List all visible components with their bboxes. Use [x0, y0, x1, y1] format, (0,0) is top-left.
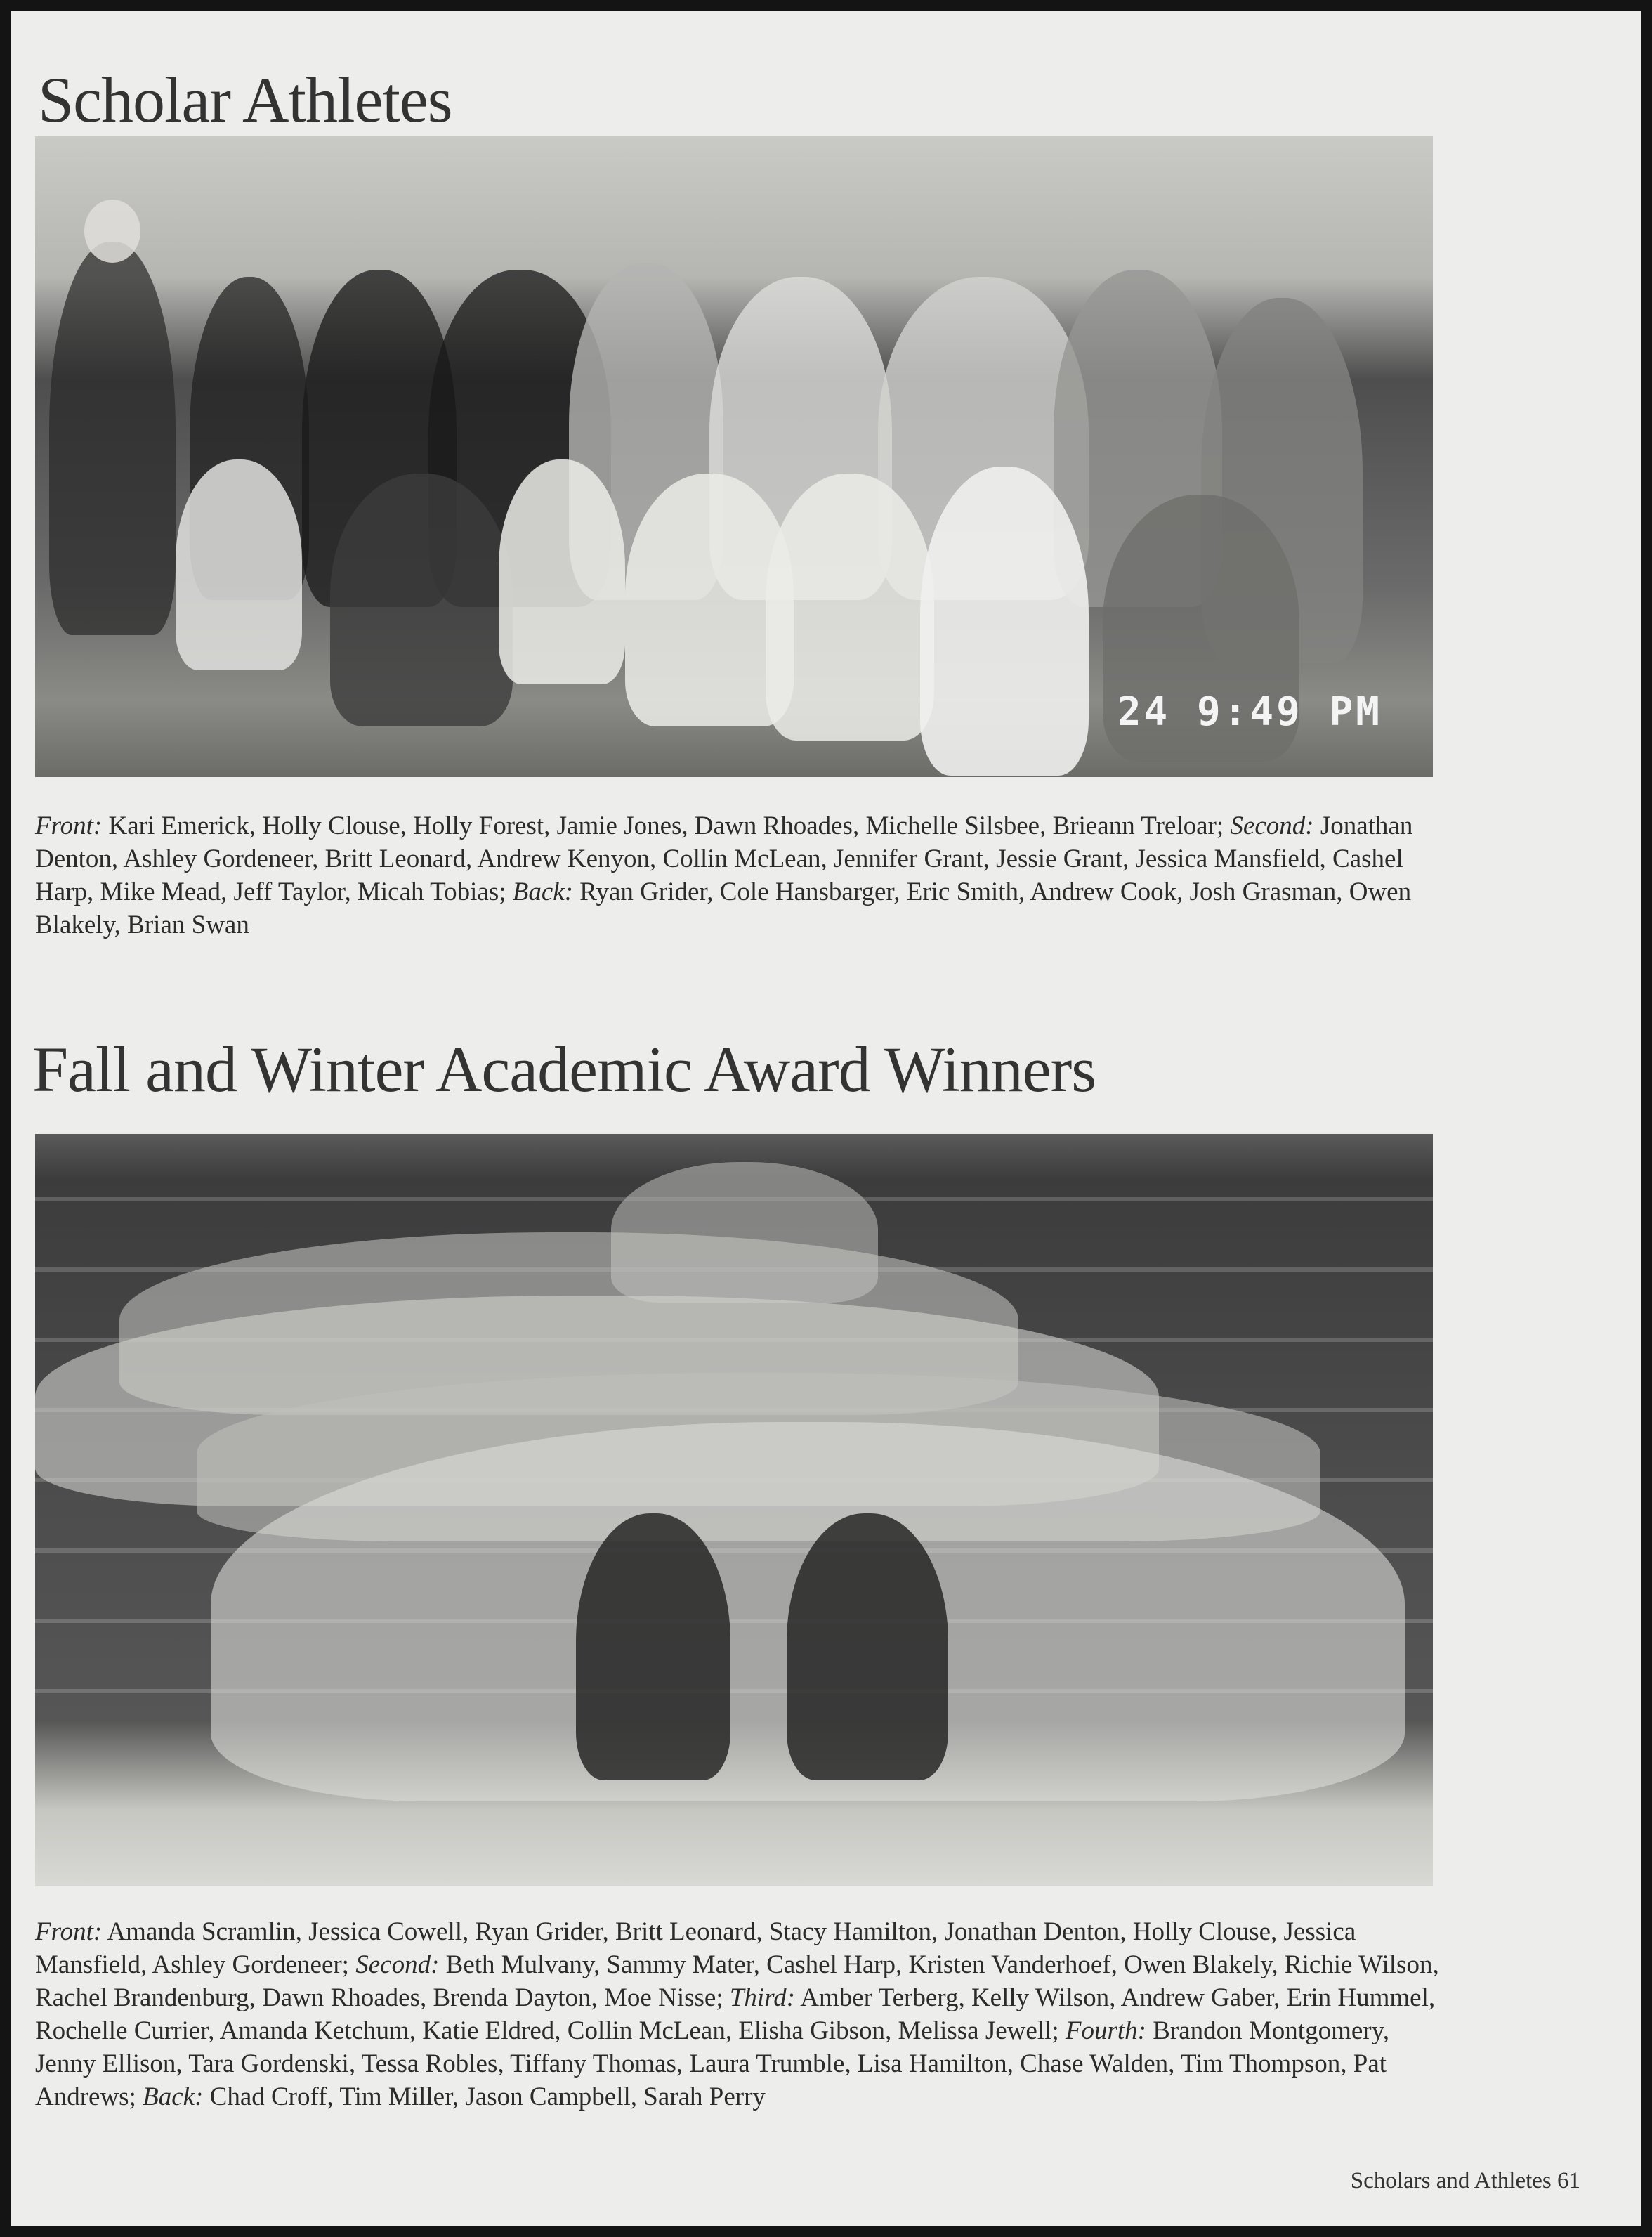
- caption-names-second: Beth Mulvany, Sammy Mater, Cashel Harp, Kristen Vanderhoef, Owen Blakely, Richie Wilson, Rachel Brandenburg, Dawn Rhoades, Brenda Dayton, Moe Nisse;: [35, 1950, 1439, 2012]
- photo-figure: [330, 474, 513, 726]
- caption-names-third: Amber Terberg, Kelly Wilson, Andrew Gaber, Erin Hummel, Rochelle Currier, Amanda Ketchum, Katie Eldred, Collin McLean, Elisha Gibson, Melissa Jewell;: [35, 1983, 1436, 2045]
- academic-award-winners-group-photo: [35, 1134, 1433, 1886]
- scholar-athletes-caption: [35, 809, 1440, 941]
- photo-figure: [787, 1513, 948, 1780]
- photo-figure: [49, 242, 176, 635]
- caption-names-back: Chad Croff, Tim Miller, Jason Campbell, Sarah Perry: [209, 2082, 766, 2111]
- photo-figure: [920, 467, 1089, 776]
- photo-figure: [766, 474, 934, 741]
- photo-timestamp: 24 9:49 PM: [1117, 689, 1382, 735]
- photo-figure: [499, 459, 625, 684]
- section-title-scholar-athletes: Scholar Athletes: [38, 64, 452, 136]
- caption-label-front: Front:: [35, 811, 103, 840]
- scholar-athletes-group-photo: [35, 136, 1433, 777]
- caption-label-fourth: Fourth:: [1065, 2016, 1146, 2045]
- photo-figure: [176, 459, 302, 670]
- page-footer: Scholars and Athletes 61: [1350, 2168, 1580, 2193]
- caption-names-front: Amanda Scramlin, Jessica Cowell, Ryan Grider, Britt Leonard, Stacy Hamilton, Jonathan Denton, Holly Clouse, Jessica Mansfield, Ashley Gordeneer;: [35, 1917, 1356, 1979]
- section-title-academic-award-winners: Fall and Winter Academic Award Winners: [32, 1033, 1096, 1105]
- caption-names-back: Ryan Grider, Cole Hansbarger, Eric Smith, Andrew Cook, Josh Grasman, Owen Blakely, Brian Swan: [35, 878, 1412, 939]
- photo-figure: [576, 1513, 730, 1780]
- photo-figure-head: [84, 200, 140, 263]
- caption-names-second: Jonathan Denton, Ashley Gordeneer, Britt Leonard, Andrew Kenyon, Collin McLean, Jennifer Grant, Jessie Grant, Jessica Mansfield, Cashel Harp, Mike Mead, Jeff Taylor, Micah Tobias;: [35, 811, 1413, 906]
- caption-label-second: Second:: [355, 1950, 440, 1979]
- caption-names-fourth: Brandon Montgomery, Jenny Ellison, Tara Gordenski, Tessa Robles, Tiffany Thomas, Laura Trumble, Lisa Hamilton, Chase Walden, Tim Thompson, Pat Andrews;: [35, 2016, 1389, 2111]
- yearbook-page: [11, 11, 1641, 2226]
- academic-award-winners-caption: [35, 1915, 1440, 2113]
- caption-label-third: Third:: [729, 1983, 796, 2012]
- caption-label-back: Back:: [512, 878, 574, 906]
- caption-label-front: Front:: [35, 1917, 103, 1946]
- caption-names-front: Kari Emerick, Holly Clouse, Holly Forest, Jamie Jones, Dawn Rhoades, Michelle Silsbee, Brieann Treloar;: [108, 811, 1224, 840]
- caption-label-second: Second:: [1230, 811, 1314, 840]
- caption-label-back: Back:: [143, 2082, 204, 2111]
